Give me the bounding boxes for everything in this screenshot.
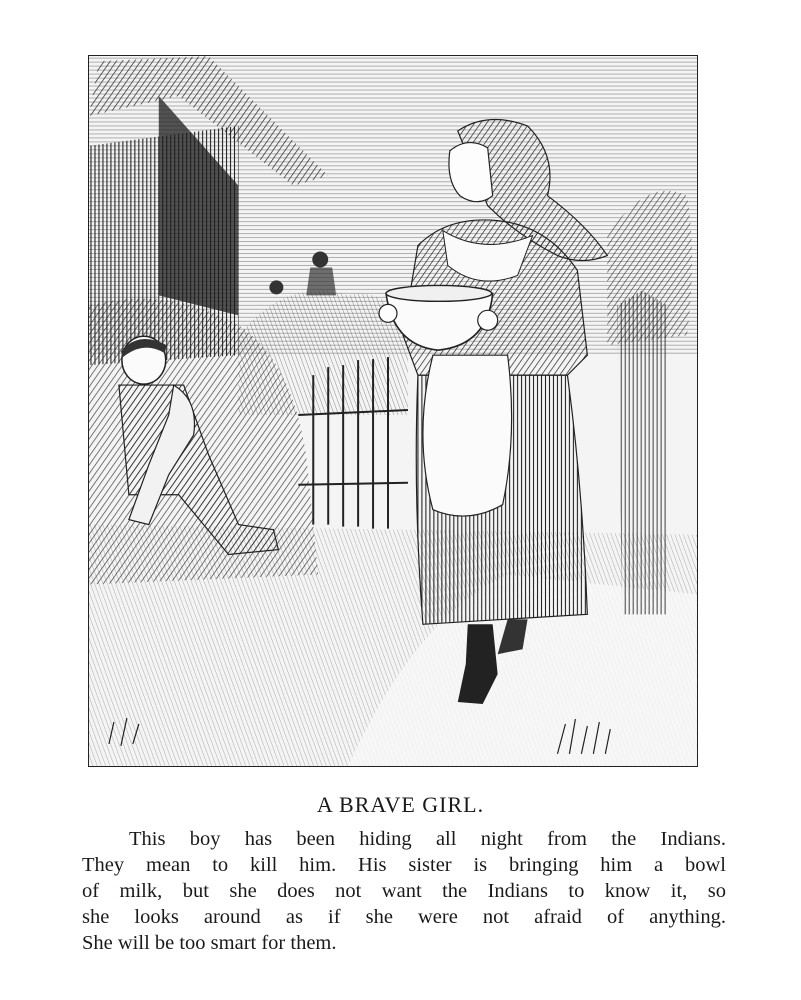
- story-line: This boy has been hiding all night from the Indians.: [129, 828, 726, 850]
- story-line: She will be too smart for them.: [82, 932, 337, 954]
- engraving-svg: [89, 56, 697, 766]
- story-line: she looks around as if she were not afraid of anything.: [82, 906, 726, 928]
- story-text: [82, 826, 726, 956]
- story-line: They mean to kill him. His sister is bringing him a bowl: [82, 854, 726, 876]
- story-line: of milk, but she does not want the Indians to know it, so: [82, 880, 726, 902]
- engraving-illustration: [88, 55, 698, 767]
- story-title: A BRAVE GIRL.: [316, 792, 485, 817]
